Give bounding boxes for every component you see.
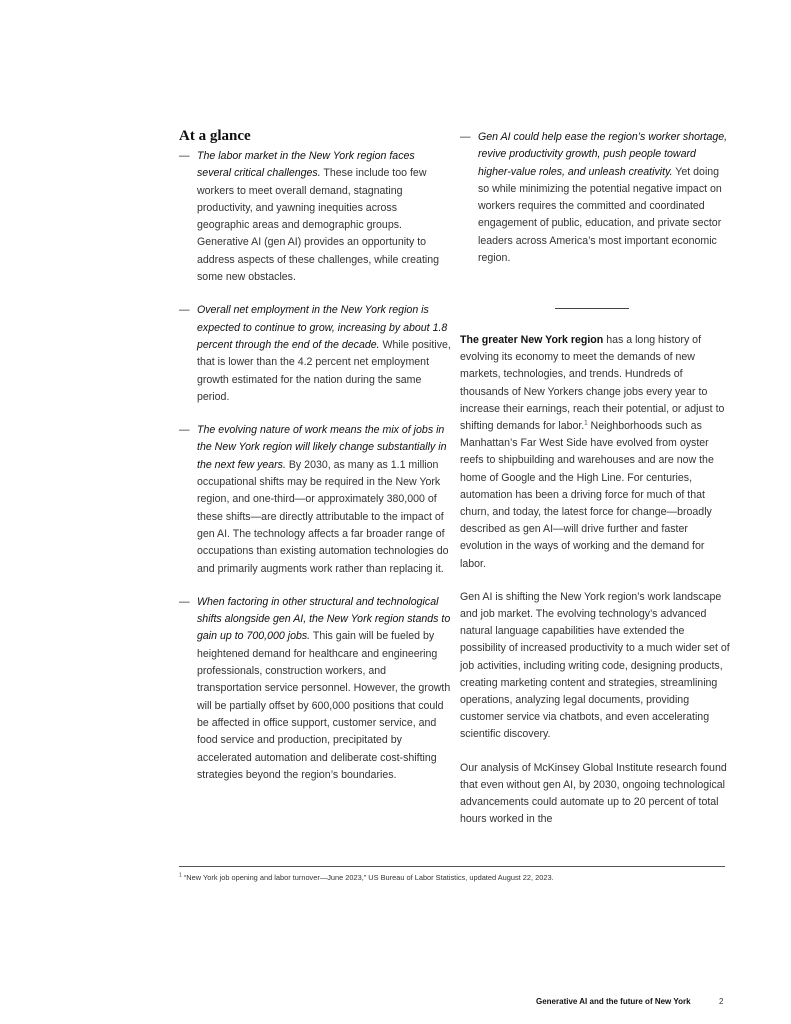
bullet-lead: The evolving nature of work means the mix of jobs in the New York region will likely change substantially in the next few years. (197, 424, 447, 471)
left-column (179, 148, 451, 784)
bullet-item (179, 148, 451, 286)
footnote (179, 873, 725, 883)
bullet-text: Yet doing so while minimizing the potential negative impact on workers requires the committed and coordinated engagement of public, education, and private sector leaders across America’s most important economic region. (478, 165, 722, 265)
bullet-lead: The labor market in the New York region faces several critical challenges. (197, 150, 415, 180)
bullet-item (179, 302, 451, 406)
dash-marker: — (179, 595, 190, 608)
paragraph (460, 332, 732, 573)
bullet-lead: Overall net employment in the New York region is expected to continue to grow, increasing by about 1.8 percent through the end of the decade. (197, 304, 448, 351)
page-number: 2 (719, 997, 724, 1006)
bullet-lead: When factoring in other structural and technological shifts alongside gen AI, the New York region stands to gain up to 700,000 jobs. (197, 595, 451, 643)
footnote-ref[interactable]: 1 (584, 420, 588, 427)
section-divider (555, 308, 629, 309)
right-column-bullets (460, 129, 730, 267)
paragraph-lead: The greater New York region (460, 334, 604, 346)
bullet-text: This gain will be fueled by heightened demand for healthcare and engineering professionals, construction workers, and transportation service personnel. However, the growth will be partially offset by 600,000 positions that could be affected in office support, customer service, and food service and production, precipitated by accelerated automation and deliberate cost-shifting strategies beyond the region’s boundaries. (197, 630, 451, 781)
paragraph: Our analysis of McKinsey Global Institute research found that even without gen AI, by 2030, ongoing technological advancements could automate up to 20 percent of total hours worked in the (460, 761, 727, 826)
dash-marker: — (179, 424, 190, 437)
footnote-divider (179, 866, 725, 867)
bullet-item (179, 422, 451, 578)
dash-marker: — (460, 131, 471, 143)
footer-title: Generative AI and the future of New York (536, 997, 691, 1006)
dash-marker: — (179, 150, 190, 162)
dash-marker: — (179, 304, 190, 317)
bullet-item (460, 129, 730, 267)
footnote-number: 1 (179, 872, 182, 879)
paragraph-text: Neighborhoods such as Manhattan’s Far West Side have evolved from oyster reefs to shipbuilding and warehouses and are now the home of Google and the High Line. For centuries, automation has been a driving force for much of that churn, and today, the latest force for change—broadly described as gen AI—will drive further and faster evolution in the ways of working and the demand for labor. (460, 420, 714, 570)
footnote-text: “New York job opening and labor turnover—June 2023,” US Bureau of Labor Statistics, updated August 22, 2023. (181, 873, 554, 882)
paragraph: Gen AI is shifting the New York region’s work landscape and job market. The evolving technology’s advanced natural language capabilities have extended the possibility of increased productivity to a much wider set of job activities, including writing code, designing products, creating marketing content and strategies, streamlining operations, analyzing legal documents, providing customer service via chatbots, and even accelerating scientific discovery. (460, 590, 730, 741)
bullet-text: By 2030, as many as 1.1 million occupational shifts may be required in the New York region, and one-third—or approximately 380,000 of these shifts—are directly attributable to the impact of gen AI. The technology affects a far broader range of occupations than existing automation technologies do and primarily augments work rather than replacing it. (197, 458, 449, 575)
bullet-text: These include too few workers to meet overall demand, stagnating productivity, and yawning inequities across geographic areas and demographic groups. Generative AI (gen AI) provides an opportunity to address aspects of these challenges, while creating some new obstacles. (197, 167, 440, 284)
bullet-text: While positive, that is lower than the 4.2 percent net employment growth estimated for the nation during the same period. (197, 338, 451, 403)
body-text (460, 332, 732, 828)
paragraph-text: has a long history of evolving its economy to meet the demands of new markets, technologies, and trends. Hundreds of thousands of New Yorkers change jobs every year to increase their earnings, reach their potential, or adjust to shifting demands for labor. (460, 334, 725, 433)
bullet-item (179, 594, 451, 784)
bullet-lead: Gen AI could help ease the region’s worker shortage, revive productivity growth, push people toward higher-value roles, and unleash creativity. (478, 131, 728, 178)
section-heading: At a glance (179, 128, 251, 144)
